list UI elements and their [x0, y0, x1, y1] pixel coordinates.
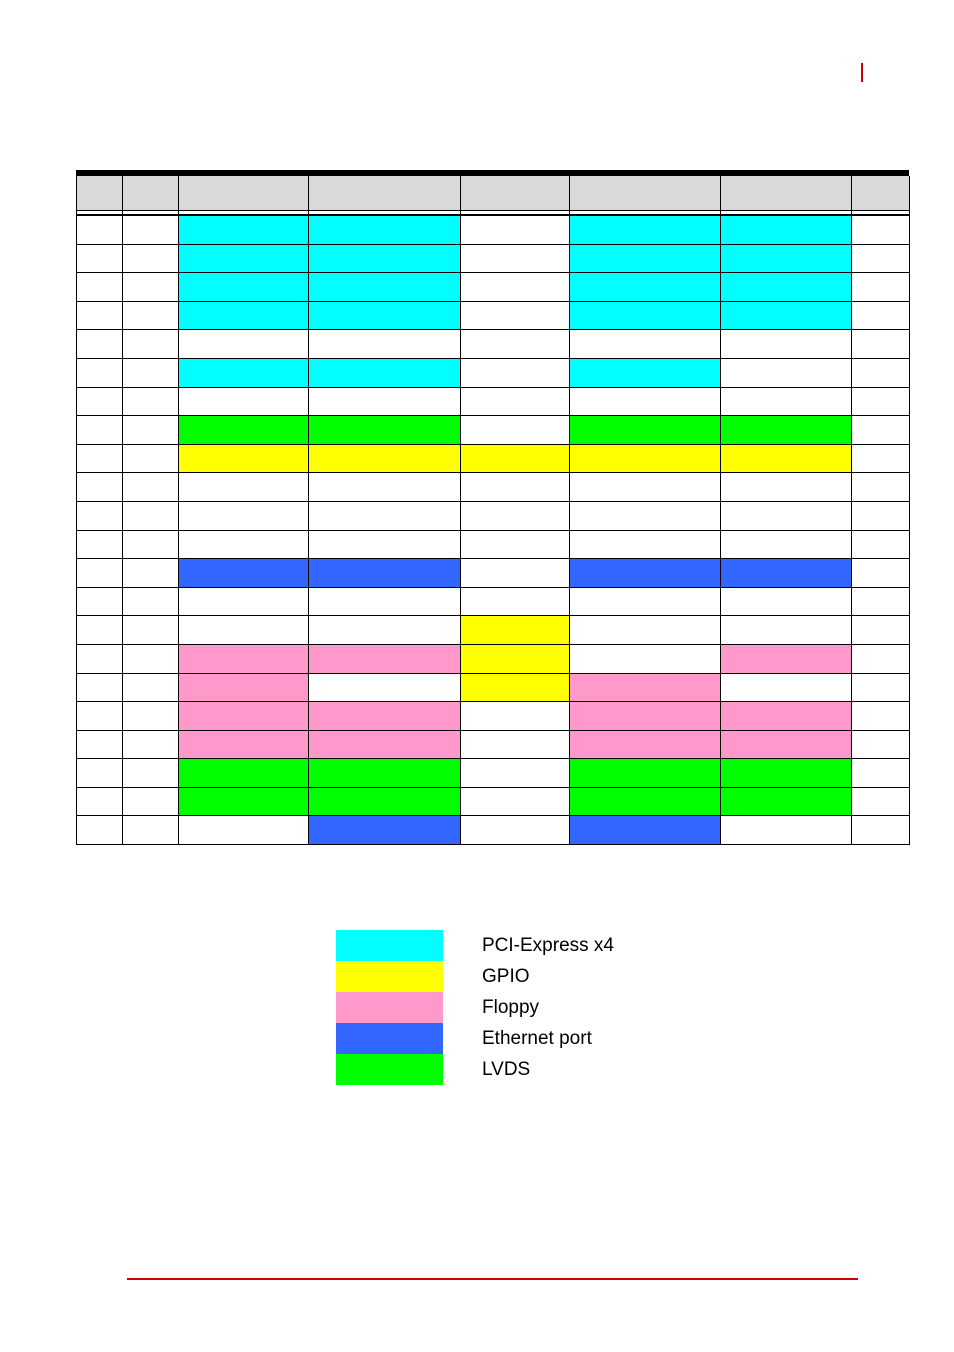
legend-swatch — [336, 1023, 443, 1054]
color-legend — [336, 930, 614, 1085]
table-cell-none — [461, 387, 570, 416]
table-cell-lvds — [309, 759, 461, 788]
table-cell-none — [461, 559, 570, 588]
table-cell-none — [123, 473, 179, 502]
table-cell-lvds — [570, 416, 721, 445]
table-cell-none — [852, 616, 910, 645]
legend-label: GPIO — [482, 965, 530, 987]
table-row — [77, 358, 910, 387]
table-row — [77, 759, 910, 788]
table-cell-none — [721, 616, 852, 645]
table-cell-floppy — [570, 702, 721, 731]
table-cell-none — [179, 387, 309, 416]
table-cell-pcie — [309, 358, 461, 387]
table-cell-ethernet — [721, 559, 852, 588]
table-cell-floppy — [179, 673, 309, 702]
table-cell-none — [77, 559, 123, 588]
table-row — [77, 559, 910, 588]
table-cell-lvds — [570, 787, 721, 816]
table-cell-none — [123, 616, 179, 645]
table-cell-gpio — [179, 444, 309, 473]
table-cell-pcie — [179, 301, 309, 330]
table-cell-none — [461, 816, 570, 845]
table-row — [77, 416, 910, 445]
table-cell-gpio — [461, 644, 570, 673]
legend-item-lvds — [336, 1054, 614, 1085]
table-cell-none — [852, 387, 910, 416]
table-cell-pcie — [179, 358, 309, 387]
table-cell-ethernet — [570, 816, 721, 845]
table-cell-none — [123, 644, 179, 673]
table-cell-lvds — [309, 787, 461, 816]
table-row — [77, 673, 910, 702]
table-cell-none — [852, 702, 910, 731]
table-cell-none — [77, 244, 123, 273]
table-cell-floppy — [570, 730, 721, 759]
table-cell-none — [461, 330, 570, 359]
table-cell-none — [123, 673, 179, 702]
table-cell-none — [461, 301, 570, 330]
table-row — [77, 473, 910, 502]
table-cell-none — [721, 387, 852, 416]
table-cell-none — [721, 330, 852, 359]
table-cell-none — [852, 559, 910, 588]
legend-item-ethernet — [336, 1023, 614, 1054]
table-cell-pcie — [721, 215, 852, 244]
table-cell-pcie — [309, 301, 461, 330]
table-cell-none — [570, 616, 721, 645]
table-cell-none — [461, 501, 570, 530]
legend-item-pcie — [336, 930, 614, 961]
table-cell-none — [77, 787, 123, 816]
table-cell-none — [461, 759, 570, 788]
table-cell-none — [461, 273, 570, 302]
table-cell-none — [179, 616, 309, 645]
table-cell-none — [461, 787, 570, 816]
table-cell-floppy — [309, 644, 461, 673]
table-cell-none — [123, 416, 179, 445]
table-cell-gpio — [461, 673, 570, 702]
table-cell-none — [77, 702, 123, 731]
table-cell-pcie — [179, 273, 309, 302]
table-cell-none — [721, 587, 852, 616]
table-cell-none — [852, 759, 910, 788]
header-cell — [77, 176, 123, 211]
table-cell-pcie — [721, 273, 852, 302]
table-row — [77, 702, 910, 731]
table-cell-floppy — [721, 702, 852, 731]
table-cell-none — [123, 787, 179, 816]
legend-swatch — [336, 930, 443, 961]
page-marker — [861, 63, 863, 82]
table-cell-none — [123, 702, 179, 731]
table-cell-pcie — [570, 273, 721, 302]
table-cell-ethernet — [309, 816, 461, 845]
table-cell-floppy — [309, 702, 461, 731]
table-cell-none — [77, 330, 123, 359]
table-cell-none — [123, 215, 179, 244]
table-cell-none — [77, 730, 123, 759]
table-cell-pcie — [309, 273, 461, 302]
table-cell-pcie — [721, 244, 852, 273]
table-cell-none — [721, 673, 852, 702]
table-cell-none — [77, 816, 123, 845]
table-cell-floppy — [721, 644, 852, 673]
table-cell-pcie — [570, 358, 721, 387]
table-cell-floppy — [179, 702, 309, 731]
table-row — [77, 301, 910, 330]
table-cell-ethernet — [309, 559, 461, 588]
table-cell-none — [852, 244, 910, 273]
table-cell-none — [123, 301, 179, 330]
table-cell-none — [179, 330, 309, 359]
table-cell-none — [179, 473, 309, 502]
legend-item-floppy — [336, 992, 614, 1023]
table-cell-none — [123, 530, 179, 559]
pin-grid — [76, 176, 910, 845]
table-cell-lvds — [179, 416, 309, 445]
table-cell-none — [570, 530, 721, 559]
table-cell-none — [852, 530, 910, 559]
table-cell-none — [179, 587, 309, 616]
table-cell-none — [123, 444, 179, 473]
table-header-row — [77, 176, 910, 211]
table-cell-none — [77, 673, 123, 702]
table-cell-none — [570, 501, 721, 530]
table-cell-none — [77, 358, 123, 387]
table-cell-gpio — [721, 444, 852, 473]
table-cell-lvds — [570, 759, 721, 788]
legend-swatch — [336, 1054, 443, 1085]
table-cell-none — [123, 387, 179, 416]
table-cell-floppy — [309, 730, 461, 759]
table-cell-none — [852, 330, 910, 359]
table-cell-gpio — [461, 616, 570, 645]
table-cell-pcie — [721, 301, 852, 330]
table-cell-none — [77, 473, 123, 502]
table-cell-none — [77, 444, 123, 473]
header-cell — [123, 176, 179, 211]
table-row — [77, 215, 910, 244]
table-cell-none — [852, 215, 910, 244]
table-cell-none — [123, 358, 179, 387]
table-cell-none — [570, 387, 721, 416]
table-row — [77, 244, 910, 273]
table-cell-none — [461, 730, 570, 759]
table-cell-none — [461, 358, 570, 387]
table-cell-none — [77, 387, 123, 416]
table-cell-floppy — [179, 730, 309, 759]
table-cell-floppy — [179, 644, 309, 673]
table-cell-none — [179, 501, 309, 530]
table-cell-pcie — [179, 215, 309, 244]
table-cell-lvds — [721, 787, 852, 816]
table-cell-none — [852, 444, 910, 473]
table-row — [77, 444, 910, 473]
header-cell — [309, 176, 461, 211]
table-cell-none — [721, 530, 852, 559]
table-cell-none — [461, 416, 570, 445]
table-cell-pcie — [309, 215, 461, 244]
table-cell-pcie — [179, 244, 309, 273]
table-cell-none — [852, 730, 910, 759]
table-cell-none — [852, 816, 910, 845]
header-cell — [570, 176, 721, 211]
header-cell — [179, 176, 309, 211]
table-cell-none — [570, 587, 721, 616]
table-cell-none — [77, 759, 123, 788]
table-cell-none — [77, 273, 123, 302]
table-cell-lvds — [721, 759, 852, 788]
legend-label: Ethernet port — [482, 1027, 592, 1049]
table-cell-none — [721, 473, 852, 502]
table-cell-none — [852, 587, 910, 616]
table-row — [77, 387, 910, 416]
legend-label: PCI-Express x4 — [482, 934, 614, 956]
table-cell-none — [721, 816, 852, 845]
table-cell-lvds — [721, 416, 852, 445]
table-cell-none — [570, 330, 721, 359]
table-cell-gpio — [309, 444, 461, 473]
table-cell-lvds — [309, 416, 461, 445]
table-row — [77, 816, 910, 845]
table-cell-none — [309, 673, 461, 702]
pin-assignment-table — [76, 170, 909, 845]
legend-item-gpio — [336, 961, 614, 992]
table-cell-none — [309, 587, 461, 616]
table-cell-pcie — [570, 215, 721, 244]
table-cell-none — [309, 387, 461, 416]
header-cell — [852, 176, 910, 211]
table-cell-none — [123, 330, 179, 359]
table-cell-lvds — [179, 787, 309, 816]
table-row — [77, 501, 910, 530]
table-cell-none — [852, 501, 910, 530]
table-cell-none — [309, 330, 461, 359]
table-cell-none — [123, 501, 179, 530]
table-cell-none — [852, 416, 910, 445]
table-cell-none — [852, 301, 910, 330]
table-cell-none — [123, 244, 179, 273]
table-cell-floppy — [721, 730, 852, 759]
table-cell-ethernet — [179, 559, 309, 588]
table-cell-none — [852, 787, 910, 816]
table-cell-none — [179, 530, 309, 559]
table-cell-none — [461, 702, 570, 731]
table-cell-none — [852, 358, 910, 387]
table-cell-none — [309, 473, 461, 502]
table-cell-none — [179, 816, 309, 845]
header-cell — [721, 176, 852, 211]
table-row — [77, 273, 910, 302]
table-row — [77, 644, 910, 673]
table-cell-none — [77, 301, 123, 330]
table-cell-none — [461, 215, 570, 244]
legend-label: LVDS — [482, 1058, 531, 1080]
table-row — [77, 787, 910, 816]
table-cell-none — [852, 673, 910, 702]
table-cell-none — [721, 501, 852, 530]
table-row — [77, 587, 910, 616]
table-row — [77, 616, 910, 645]
table-cell-none — [123, 559, 179, 588]
table-cell-none — [852, 273, 910, 302]
table-cell-none — [461, 587, 570, 616]
table-cell-pcie — [570, 244, 721, 273]
table-body — [77, 176, 910, 845]
table-cell-none — [461, 530, 570, 559]
table-cell-none — [77, 501, 123, 530]
legend-swatch — [336, 992, 443, 1023]
table-cell-none — [77, 530, 123, 559]
table-cell-none — [309, 501, 461, 530]
table-cell-none — [77, 616, 123, 645]
table-row — [77, 730, 910, 759]
header-cell — [461, 176, 570, 211]
table-cell-none — [852, 644, 910, 673]
table-cell-none — [570, 473, 721, 502]
table-cell-none — [309, 530, 461, 559]
table-cell-none — [123, 273, 179, 302]
table-cell-floppy — [570, 673, 721, 702]
table-cell-none — [123, 759, 179, 788]
table-cell-none — [570, 644, 721, 673]
table-row — [77, 330, 910, 359]
table-cell-none — [77, 587, 123, 616]
table-cell-none — [461, 473, 570, 502]
table-cell-none — [77, 215, 123, 244]
legend-swatch — [336, 961, 443, 992]
table-cell-none — [123, 587, 179, 616]
table-cell-gpio — [461, 444, 570, 473]
table-row — [77, 530, 910, 559]
table-cell-none — [309, 616, 461, 645]
table-cell-gpio — [570, 444, 721, 473]
table-cell-ethernet — [570, 559, 721, 588]
table-cell-none — [852, 473, 910, 502]
table-cell-none — [77, 416, 123, 445]
footer-rule — [127, 1278, 858, 1280]
table-cell-pcie — [309, 244, 461, 273]
table-cell-none — [77, 644, 123, 673]
table-cell-none — [123, 730, 179, 759]
table-cell-none — [123, 816, 179, 845]
table-cell-none — [721, 358, 852, 387]
table-cell-none — [461, 244, 570, 273]
table-cell-lvds — [179, 759, 309, 788]
legend-label: Floppy — [482, 996, 540, 1018]
table-cell-pcie — [570, 301, 721, 330]
